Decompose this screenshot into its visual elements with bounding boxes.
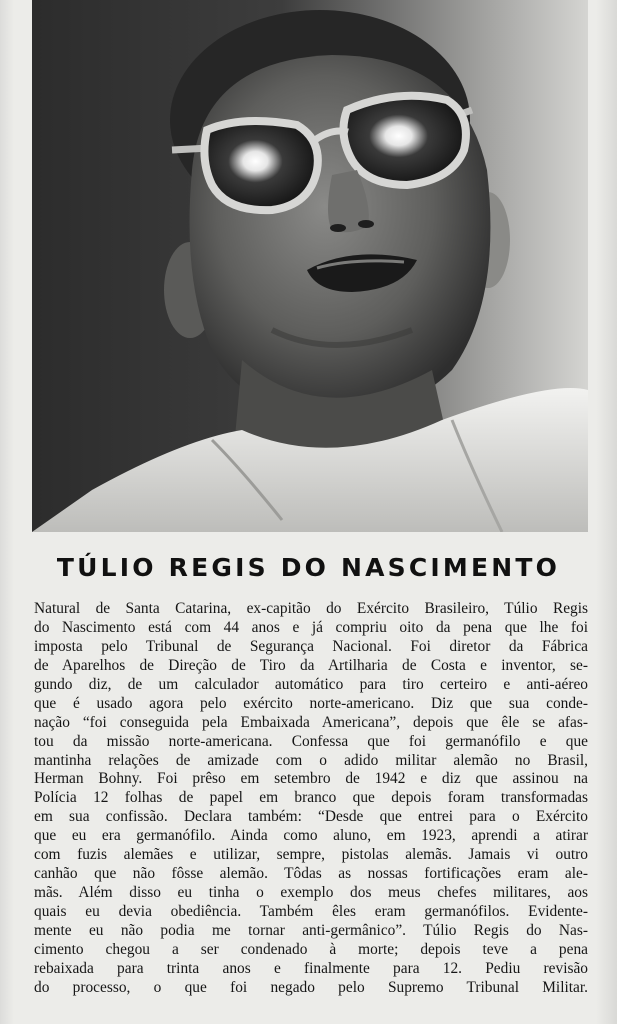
body-line: Herman Bohny. Foi prêso em setembro de 1942 e diz que assinou na bbox=[34, 770, 588, 788]
body-line: que eu era germanófilo. Ainda como aluno, em 1923, aprendi a atirar bbox=[34, 827, 588, 845]
body-line: mantinha relações de amizade com o adido militar alemão no Brasil, bbox=[34, 751, 588, 769]
article-body bbox=[34, 600, 588, 998]
body-line: em sua confissão. Declara também: “Desde que entrei para o Exército bbox=[34, 808, 588, 826]
body-line: gundo diz, de um calculador automático para tiro certeiro e anti-aéreo bbox=[34, 675, 588, 693]
body-line: nação “foi conseguida pela Embaixada Americana”, depois que êle se afas- bbox=[34, 713, 588, 731]
body-line: do processo, o que foi negado pelo Supremo Tribunal Militar. bbox=[34, 978, 588, 996]
body-line: Polícia 12 folhas de papel em branco que depois foram transformadas bbox=[34, 789, 588, 807]
body-line: tou da missão norte-americana. Confessa que foi germanófilo e que bbox=[34, 732, 588, 750]
body-line: imposta pelo Tribunal de Segurança Nacional. Foi diretor da Fábrica bbox=[34, 637, 588, 655]
article-headline: TÚLIO REGIS DO NASCIMENTO bbox=[56, 553, 561, 582]
body-line: com fuzis alemães e utilizar, sempre, pistolas alemãs. Jamais vi outro bbox=[34, 846, 588, 864]
body-line: Natural de Santa Catarina, ex-capitão do Exército Brasileiro, Túlio Regis bbox=[34, 600, 588, 617]
body-line: que é usado agora pelo exército norte-americano. Diz que sua conde- bbox=[34, 694, 588, 712]
portrait-photo bbox=[32, 0, 588, 532]
body-line: do Nascimento está com 44 anos e já compriu oito da pena que lhe foi bbox=[34, 618, 588, 636]
body-line: quais eu devia obediência. Também êles eram germanófilos. Evidente- bbox=[34, 903, 588, 920]
body-line: mente eu não podia me tornar anti-germânico”. Túlio Regis do Nas- bbox=[34, 921, 588, 939]
body-line: cimento chegou a ser condenado à morte; depois teve a pena bbox=[34, 940, 588, 958]
body-line: de Aparelhos de Direção de Tiro da Artilharia de Costa e inventor, se- bbox=[34, 656, 588, 674]
body-line: canhão que não fôsse alemão. Tôdas as nossas fortificações eram ale- bbox=[34, 865, 588, 883]
body-line: rebaixada para trinta anos e finalmente para 12. Pediu revisão bbox=[34, 959, 588, 977]
portrait-illustration bbox=[32, 0, 588, 532]
body-line: mãs. Além disso eu tinha o exemplo dos meus chefes militares, aos bbox=[34, 884, 588, 902]
